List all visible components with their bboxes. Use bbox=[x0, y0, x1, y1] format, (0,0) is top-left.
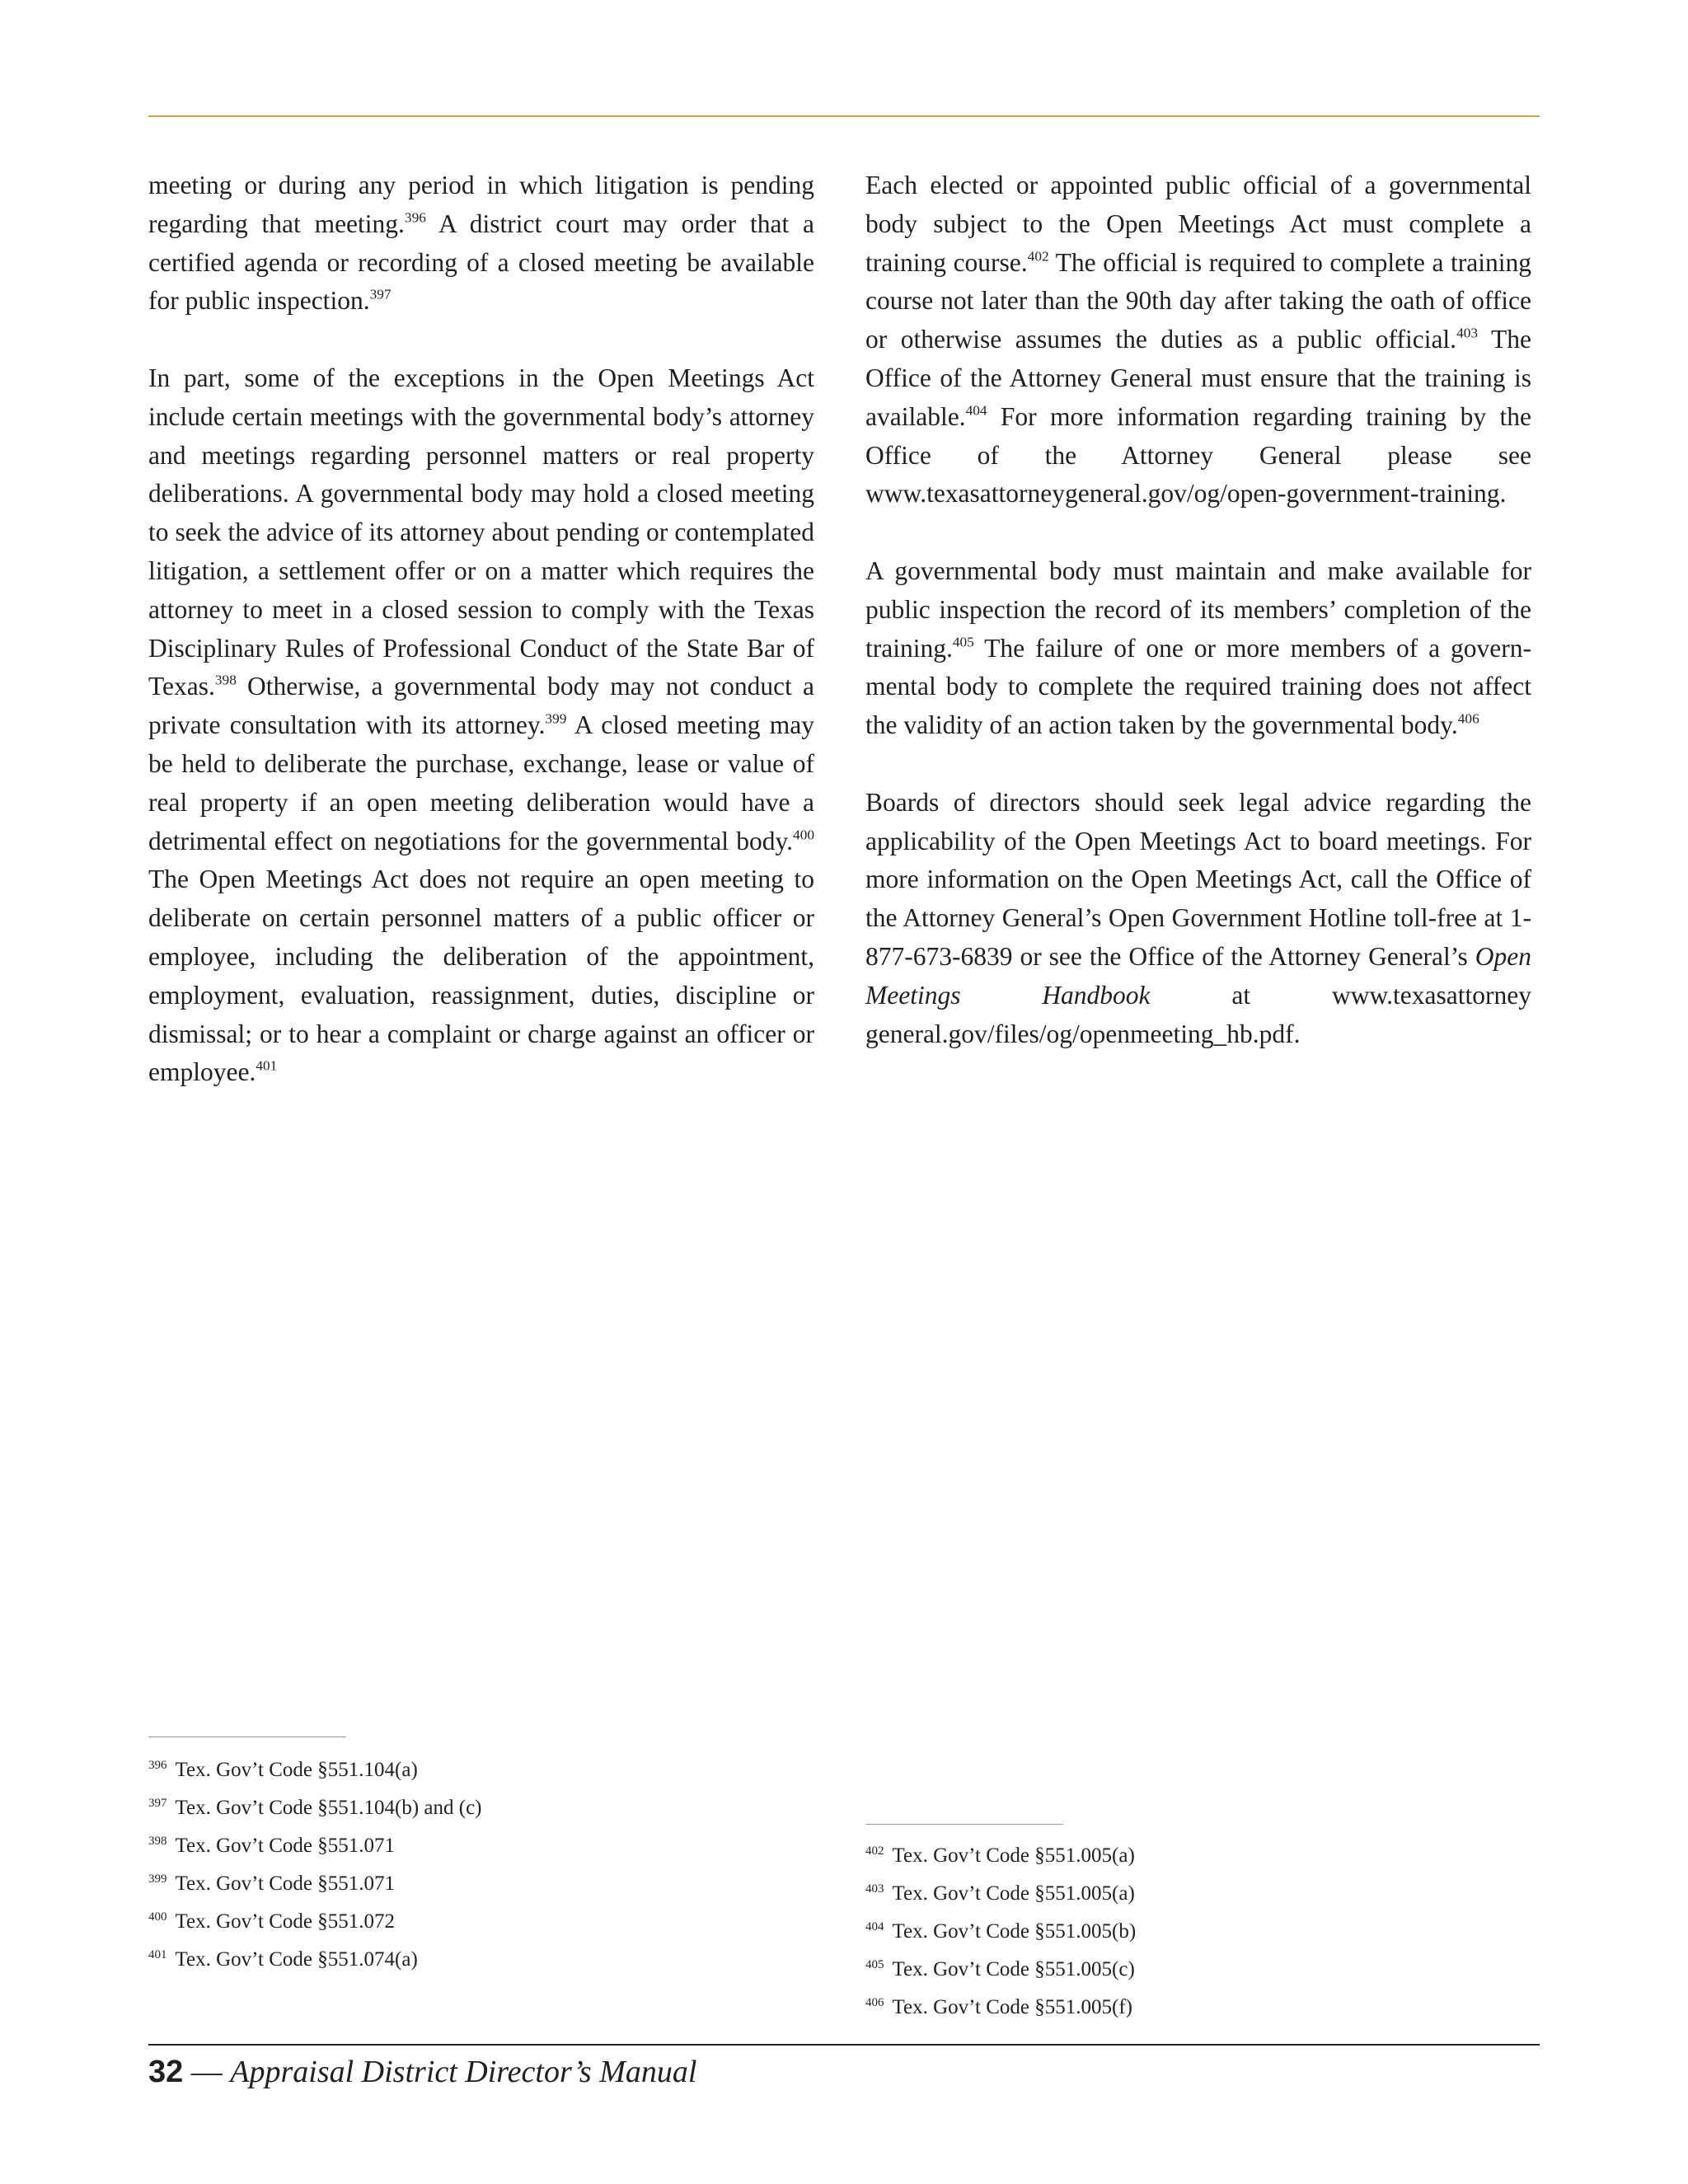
left-paragraph-2: In part, some of the exceptions in the Open Meetings Act include certain meetings with the governmental body’s attorney and meetings regarding personnel matters or real property deliberations. A governmental body may hold a closed meeting to seek the advice of its attorney about pending or contemplated litigation, a settlement offer or on a matter which requires the attorney to meet in a closed session to comply with the Texas Disciplinary Rules of Professional Conduct of the State Bar of Texas.$^{398}$ Otherwise, a governmental body may not conduct a private consultation with its attorney.$^{399}$ A closed meeting may be held to deliberate the purchase, exchange, lease or value of real property if an open meeting deliberation would have a detrimental effect on negotiations for the governmental body.$^{400}$ The Open Meetings Act does not require an open meeting to deliberate on certain personnel matters of a public officer or employee, including the deliberation of the appointment, employment, evaluation, reassignment, duties, discipline or dismissal; or to hear a complaint or charge against an officer or employee.$^{401}$ bbox=[148, 363, 814, 1087]
footnote-ref-397[interactable]: 397 bbox=[369, 286, 392, 302]
footnote-ref-398[interactable]: 398 bbox=[214, 672, 237, 688]
footnote: $^{406}$ Tex. Gov’t Code §551.005(f) bbox=[865, 1996, 1132, 2018]
footnote-ref-400[interactable]: 400 bbox=[793, 827, 814, 843]
manual-title: Appraisal District Director’s Manual bbox=[230, 2055, 697, 2089]
footnotes-right bbox=[865, 1835, 1442, 2024]
footnote-divider-right bbox=[865, 1824, 1063, 1825]
page-footer bbox=[148, 2051, 696, 2093]
footnote-ref-403[interactable]: 403 bbox=[1456, 325, 1479, 341]
footnote: $^{401}$ Tex. Gov’t Code §551.074(a) bbox=[148, 1948, 418, 1971]
footnote: $^{396}$ Tex. Gov’t Code §551.104(a) bbox=[148, 1759, 418, 1781]
header-rule bbox=[148, 115, 1540, 117]
footnote-ref-396[interactable]: 396 bbox=[404, 209, 426, 226]
footnotes-left bbox=[148, 1749, 725, 1976]
footer-rule bbox=[148, 2044, 1540, 2046]
right-paragraph-1: Each elected or appointed public official of a governmental body subject to the Open Meetings Act must complete a training course.$^{402}$ The official is required to complete a training course not later than the 90th day after taking the oath of office or otherwise assumes the duties as a public official.$^{403}$ The Office of the Attorney General must ensure that the training is available.$^{404}$ For more information regarding training by the Office of the Attorney General please see www.texasattorneygeneral.gov/og/open-government-training. bbox=[865, 171, 1531, 509]
footnote: $^{398}$ Tex. Gov’t Code §551.071 bbox=[148, 1835, 396, 1857]
page-number: 32 bbox=[148, 2055, 184, 2089]
footnote: $^{405}$ Tex. Gov’t Code §551.005(c) bbox=[865, 1958, 1135, 1980]
footnote-ref-399[interactable]: 399 bbox=[545, 710, 567, 727]
footnote: $^{404}$ Tex. Gov’t Code §551.005(b) bbox=[865, 1920, 1137, 1943]
footnote-ref-401[interactable]: 401 bbox=[256, 1057, 278, 1074]
footnote: $^{402}$ Tex. Gov’t Code §551.005(a) bbox=[865, 1844, 1135, 1867]
footnote-ref-405[interactable]: 405 bbox=[952, 634, 974, 650]
left-column bbox=[148, 166, 814, 1131]
footnote: $^{397}$ Tex. Gov’t Code §551.104(b) and (c) bbox=[148, 1797, 482, 1819]
left-paragraph-1: meeting or during any period in which litigation is pending regarding that meeting.$^{396}$ A district court may order that a certified agenda or recording of a closed meeting be available for public inspection.$^{397}$ bbox=[148, 171, 814, 316]
footnote: $^{400}$ Tex. Gov’t Code §551.072 bbox=[148, 1910, 396, 1933]
right-paragraph-3: Boards of directors should seek legal advice regarding the applicability of the Open Meetings Act to board meetings. For more information on the Open Meetings Act, call the Office of the Attorney General’s Open Government Hotline toll-free at 1-877-673-6839 or see the Office of the Attorney General’s Open Meetings Handbook at www.texasattorney general.gov/files/og/openmeeting_hb.pdf. bbox=[865, 787, 1531, 1048]
footnote-ref-406[interactable]: 406 bbox=[1457, 710, 1479, 727]
right-column bbox=[865, 166, 1531, 1092]
footer-separator: — bbox=[183, 2055, 231, 2089]
footnote-divider-left bbox=[148, 1736, 346, 1737]
right-paragraph-2: A governmental body must maintain and make available for public inspection the record of its members’ completion of the training.$^{405}$ The failure of one or more members of a governmental body to complete the required training does not affect the validity of an action taken by the governmental body.$^{406}$ bbox=[865, 555, 1531, 740]
handbook-title: Open Meetings Handbook bbox=[865, 941, 1531, 1010]
footnote: $^{399}$ Tex. Gov’t Code §551.071 bbox=[148, 1872, 396, 1895]
footnote: $^{403}$ Tex. Gov’t Code §551.005(a) bbox=[865, 1882, 1135, 1905]
footnote-ref-402[interactable]: 402 bbox=[1027, 248, 1049, 265]
footnote-ref-404[interactable]: 404 bbox=[965, 402, 987, 419]
